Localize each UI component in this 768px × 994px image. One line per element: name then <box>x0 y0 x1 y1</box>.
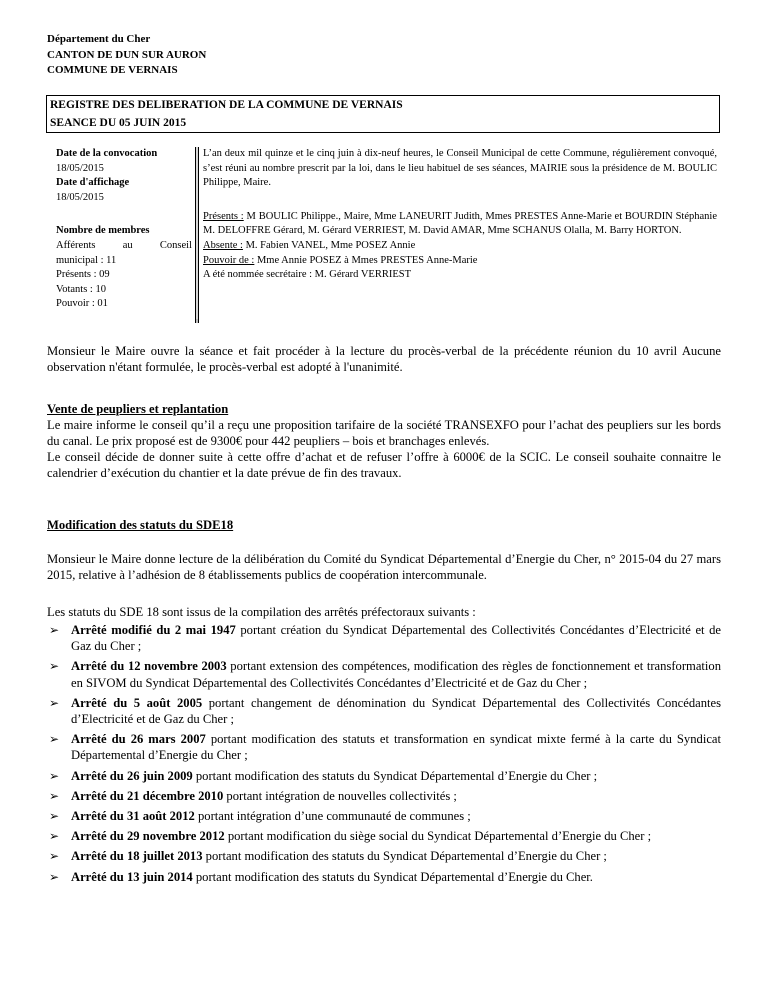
list-item: ➢ Arrêté du 31 août 2012 portant intégration d’une communauté de communes ; <box>49 809 471 824</box>
arrowhead-bullet-icon: ➢ <box>49 732 60 747</box>
header-canton: CANTON DE DUN SUR AURON <box>47 48 207 61</box>
header-commune: COMMUNE DE VERNAIS <box>47 64 178 76</box>
absente-label: Absente : <box>203 239 243 251</box>
arrowhead-bullet-icon: ➢ <box>49 829 60 844</box>
affichage-label: Date d'affichage <box>56 177 130 189</box>
list-item: ➢ Arrêté du 26 juin 2009 portant modification des statuts du Syndicat Départemental d’Energie du Cher ; <box>49 768 598 783</box>
list-item: ➢ Arrêté du 13 juin 2014 portant modification des statuts du Syndicat Départemental d’Energie du Cher. <box>49 869 593 884</box>
votants-count: Votants : 10 <box>56 283 106 295</box>
pouvoir-label: Pouvoir de : <box>203 254 255 266</box>
arrowhead-bullet-icon: ➢ <box>49 869 60 884</box>
presents-line <box>203 210 717 239</box>
list-item: ➢ Arrêté du 5 août 2005 portant changement de dénomination du Syndicat Départemental des Collectivités Concédantes d’Electricité et de Gaz du Cher ; <box>49 695 721 727</box>
afferents-line <box>56 239 192 254</box>
list-item: ➢ Arrêté du 29 novembre 2012 portant modification du siège social du Syndicat Départemental d’Energie du Cher ; <box>49 829 652 844</box>
list-item: ➢ Arrêté du 12 novembre 2003 portant extension des compétences, modification des règles de fonctionnement et transformation en SIVOM du Syndicat Départemental des Collectivités Concédantes d’Electricité et de Gaz du Cher ; <box>49 659 722 690</box>
list-item: ➢ Arrêté du 18 juillet 2013 portant modification des statuts du Syndicat Départemental d’Energie du Cher ; <box>49 849 607 864</box>
membres-municipal: municipal : 11 <box>56 254 117 266</box>
info-left-column <box>56 147 192 312</box>
afferents-au: au <box>122 239 133 251</box>
section-title-sde18 <box>47 517 721 533</box>
seance-intro: L’an deux mil quinze et le cinq juin à dix-neuf heures, le Conseil Municipal de cette Commune, régulièrement convoqué, s’est réuni au nombre prescrit par la loi, dans le lieu habituel de ses séances, MAIRIE sous la présidence de M. BOULIC Philippe, Maire. <box>203 148 717 189</box>
pouvoir-names: Mme Annie POSEZ à Mmes PRESTES Anne-Marie <box>254 254 478 266</box>
arrowhead-bullet-icon: ➢ <box>49 788 60 803</box>
list-item: ➢ Arrêté du 26 mars 2007 portant modification des statuts et transformation en syndicat mixte fermé à la carte du Syndicat Départemental d’Energie du Cher ; <box>49 732 721 763</box>
arrowhead-bullet-icon: ➢ <box>49 809 60 824</box>
peupliers-paragraph-2: Le conseil décide de donner suite à cette offre d’achat et de refuser l’offre à 6000€ de la SCIC. Le conseil souhaite connaitre le calendrier d’exécution du chantier et la date prévue de fin des travaux. <box>47 450 721 480</box>
convocation-label: Date de la convocation <box>56 148 158 159</box>
sde18-paragraph-2: Les statuts du SDE 18 sont issus de la compilation des arrêtés préfectoraux suivants : <box>47 605 476 619</box>
list-item: ➢ Arrêté modifié du 2 mai 1947 portant création du Syndicat Départemental des Collectivités Concédantes d’Electricité et de Gaz du Cher ; <box>49 623 721 654</box>
presents-names: M BOULIC Philippe., Maire, Mme LANEURIT Judith, Mmes PRESTES Anne-Marie et BOURDIN Stéphanie M. DELOFFRE Gérard, M. Gérard VERRIEST, M. David AMAR, Mme SCHANUS Olalla, M. Barry HORTON. <box>203 210 717 237</box>
presents-label: Présents : <box>203 210 244 222</box>
arretes-list <box>47 622 721 885</box>
document-header <box>47 32 206 79</box>
registre-title: REGISTRE DES DELIBERATION DE LA COMMUNE DE VERNAIS <box>50 99 403 111</box>
sde18-paragraph-1: Monsieur le Maire donne lecture de la délibération du Comité du Syndicat Départemental d’Energie du Cher, n° 2015-04 du 27 mars 2015, relative à l’adhésion de 8 établissements publics de coopération intercommunale. <box>47 552 721 582</box>
section-title-sde18-text: Modification des statuts du SDE18 <box>47 518 234 532</box>
convocation-date: 18/05/2015 <box>56 162 104 174</box>
seance-title: SEANCE DU 05 JUIN 2015 <box>50 117 187 129</box>
list-item: ➢ Arrêté du 21 décembre 2010 portant intégration de nouvelles collectivités ; <box>49 788 457 803</box>
arrowhead-bullet-icon: ➢ <box>49 849 60 864</box>
membres-label: Nombre de membres <box>56 225 150 237</box>
header-departement: Département du Cher <box>47 33 151 45</box>
pouvoir-count: Pouvoir : 01 <box>56 298 108 310</box>
section-title-peupliers: Vente de peupliers et replantation <box>47 402 229 416</box>
registre-title-box <box>46 95 720 133</box>
pouvoir-line <box>203 254 717 269</box>
arrowhead-bullet-icon: ➢ <box>49 695 60 710</box>
arrowhead-bullet-icon: ➢ <box>49 768 60 783</box>
opening-paragraph: Monsieur le Maire ouvre la séance et fait procéder à la lecture du procès-verbal de la précédente réunion du 10 avril Aucune observation n'étant formulée, le procès-verbal est adopté à l'unanimité. <box>47 344 721 374</box>
absente-names: M. Fabien VANEL, Mme POSEZ Annie <box>242 239 416 251</box>
info-right-column <box>203 147 717 283</box>
column-divider <box>195 147 199 323</box>
seance-info-table <box>50 147 717 327</box>
section-peupliers <box>47 401 721 481</box>
affichage-date: 18/05/2015 <box>56 191 104 203</box>
afferents-word: Afférents <box>56 239 96 251</box>
arrowhead-bullet-icon: ➢ <box>49 623 60 637</box>
absente-line <box>203 239 717 254</box>
afferents-conseil: Conseil <box>159 239 192 251</box>
presents-count: Présents : 09 <box>56 269 110 281</box>
arrowhead-bullet-icon: ➢ <box>49 659 60 674</box>
secretaire-line: A été nommée secrétaire : M. Gérard VERRIEST <box>203 269 411 281</box>
peupliers-paragraph-1: Le maire informe le conseil qu’il a reçu une proposition tarifaire de la société TRANSEXFO pour l’achat des peupliers sur les bords du canal. Le prix proposé est de 9300€ pour 442 peupliers – bois et branchages enlevés. <box>47 418 721 448</box>
